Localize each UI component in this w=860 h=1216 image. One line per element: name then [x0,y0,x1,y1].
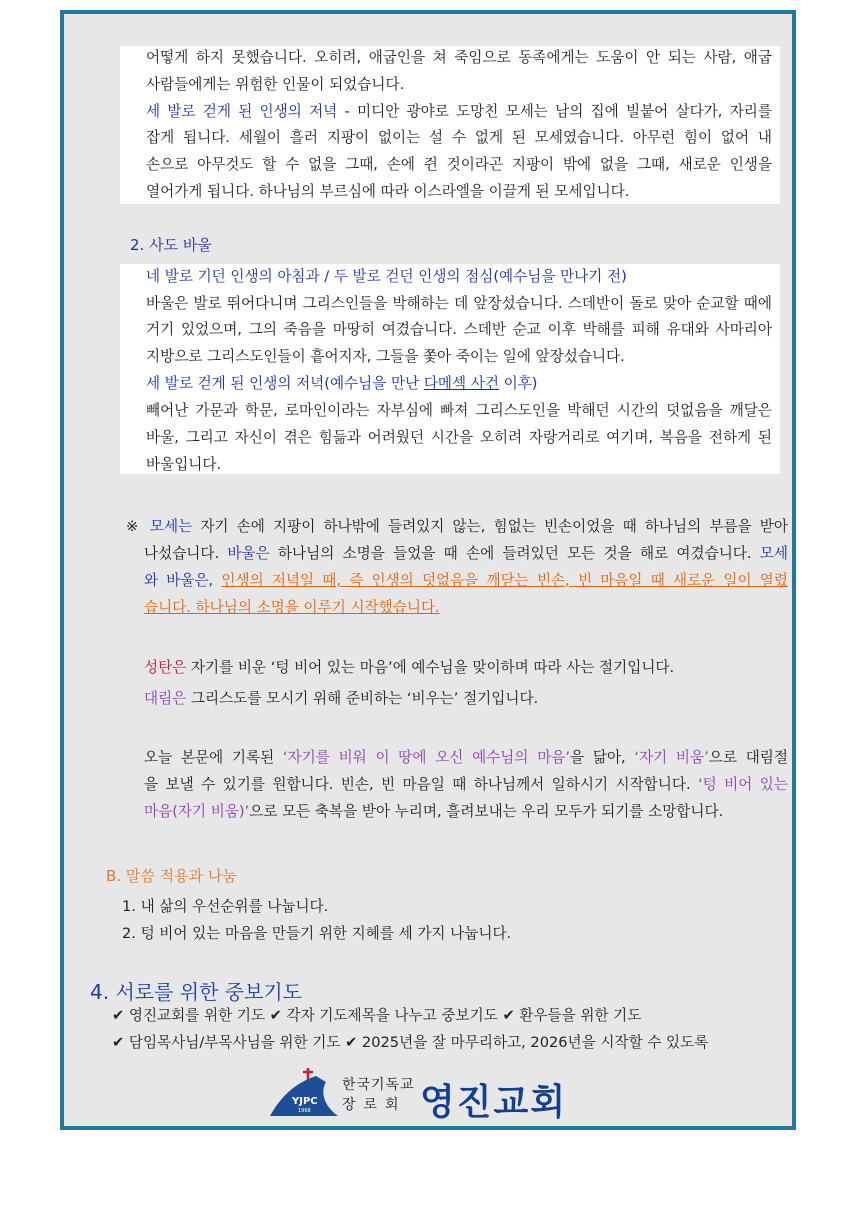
paul-heading: 2. 사도 바울 [130,236,212,254]
paul-line-2: 거기 있었으며, 그의 죽음을 마땅히 여겼습니다. 스데반 순교 이후 박해를 피해 유대와 사마리아 [146,321,772,338]
section-4-heading: 4. 서로를 위한 중보기도 [90,980,303,1004]
christmas-word: 성탄은 [144,659,187,676]
paul-line-1: 바울은 발로 뛰어다니며 그리스인들을 박해하는 데 앞장섰습니다. 스데반이 돌로 맞아 순교할 때에 [146,295,772,312]
moses-line-1: 어떻게 하지 못했습니다. 오히려, 애굽인을 쳐 죽임으로 동족에게는 도움이 안 되는 사람, 애굽 [146,49,772,66]
damascus-link[interactable]: 다메섹 사건 [423,375,499,392]
closing-l1-a: 오늘 본문에 기록된 [144,749,283,766]
note-line-1 [126,520,788,535]
closing-l1-b: 을 닮아, [570,749,635,766]
logo-line-1: 한국기독교 [342,1077,415,1093]
christmas-line [144,661,674,676]
note-line-2 [144,547,788,562]
closing-l2-a: 을 보낼 수 있기를 원합니다. 빈손, 빈 마음일 때 하나님께서 일하시기 시작합니다. [144,776,699,793]
closing-l2-q: ‘텅 비어 있는 [698,776,788,793]
section-b-heading: B. 말씀 적용과 나눔 [106,867,237,885]
closing-line-2 [144,778,788,793]
note-l2-c: 모세 [759,545,788,562]
prayer-row-2: ✔ 담임목사님/부목사님을 위한 기도 ✔ 2025년을 잘 마무리하고, 2026년을 시작할 수 있도록 [112,1034,709,1051]
paul-morning-heading: 네 발로 기던 인생의 아침과 / 두 발로 걷던 인생의 점심(예수님을 만나기 전) [146,268,627,285]
prayer-row-1: ✔ 영진교회를 위한 기도 ✔ 각자 기도제목을 나누고 중보기도 ✔ 환우들을 위한 기도 [112,1007,642,1024]
note-paul: 바울은 [227,545,270,562]
church-emblem-icon [268,1068,340,1124]
paul-evening-heading [146,377,538,392]
note-l2-b: 하나님의 소명을 들었을 때 손에 들려있던 모든 것을 해로 여겼습니다. [269,545,760,562]
paul-evening-b: 이후) [498,375,538,392]
moses-line-6: 열어가게 됩니다. 하나님의 부르심에 따라 이스라엘을 이끌게 된 모세입니다. [146,183,630,200]
paul-line-3: 지방으로 그리스도인들이 흩어지자, 그들을 쫓아 죽이는 일에 앞장섰습니다. [146,348,625,365]
closing-l3-b: 으로 모든 축복을 받아 누리며, 흘려보내는 우리 모두가 되기를 소망합니다. [249,803,724,820]
paul-evening-a: 세 발로 걷게 된 인생의 저녁(예수님을 만난 [146,375,424,392]
church-logo [268,1068,588,1128]
moses-box [120,46,780,204]
note-l3-c: 인생의 저녁일 때, 즉 인생의 덧없음을 깨닫는 빈손, 빈 마음일 때 새로운 일이 열렸 [221,572,788,589]
moses-evening-heading: 세 발로 걷게 된 인생의 저녁 [146,103,338,120]
moses-line-3 [146,105,772,120]
note-line-3 [144,574,788,589]
paul-line-6: 바울입니다. [146,456,222,473]
note-mark: ※ [126,518,150,535]
closing-line-1 [144,751,788,766]
section-b-item-1: 1. 내 삶의 우선순위를 나눕니다. [122,898,329,915]
closing-l1-c: 으로 대림절 [708,749,788,766]
note-l2-a: 나섰습니다. [144,545,228,562]
closing-l3-q: 마음(자기 비움)’ [144,803,250,820]
moses-line-4: 잡게 됩니다. 세월이 흘러 지팡이 없이는 설 수 없게 된 모세였습니다. 아무런 힘이 없어 내 [146,129,772,146]
advent-rest: 그리스도를 모시기 위해 준비하는 ‘비우는’ 절기입니다. [186,690,539,707]
moses-line-2: 사람들에게는 위험한 인물이 되었습니다. [146,76,405,93]
moses-line-5: 손으로 아무것도 할 수 없을 그때, 손에 쥔 것이라곤 지팡이 밖에 없을 그때, 새로운 인생을 [146,156,772,173]
note-l3-a: 와 바울은, [144,572,214,589]
logo-line-2: 장로회 [342,1097,407,1113]
advent-word: 대림은 [144,690,187,707]
section-b-item-2: 2. 텅 비어 있는 마음을 만들기 위한 지혜를 세 가지 나눕니다. [122,925,512,942]
note-line-4: 습니다. 하나님의 소명을 이루기 시작했습니다. [144,599,440,616]
closing-l1-q2: ‘자기 비움’ [634,749,709,766]
church-name: 영진교회 [420,1081,568,1123]
christmas-rest: 자기를 비운 ‘텅 비어 있는 마음’에 예수님을 맞이하며 따라 사는 절기입니다. [186,659,675,676]
closing-l1-q: ‘자기를 비워 이 땅에 오신 예수님의 마음’ [282,749,571,766]
note-l1-rest: 자기 손에 지팡이 하나밖에 들려있지 않는, 힘없는 빈손이었을 때 하나님의 부름을 받아 [192,518,788,535]
moses-line-3-rest: - 미디안 광야로 도망친 모세는 남의 집에 빌붙어 살다가, 자리를 [337,103,772,120]
emblem-text: YJPC [292,1096,318,1107]
closing-line-3 [144,805,723,820]
paul-line-4: 빼어난 가문과 학문, 로마인이라는 자부심에 빠져 그리스도인을 박해던 시간의 덧없음을 깨달은 [146,402,772,419]
emblem-year: 1968 [298,1108,311,1114]
paul-line-5: 바울, 그리고 자신이 겪은 힘듦과 어려웠던 시간을 오히려 자랑거리로 여기며, 복음을 전하게 된 [146,429,772,446]
advent-line [144,692,538,707]
note-moses: 모세는 [149,518,193,535]
